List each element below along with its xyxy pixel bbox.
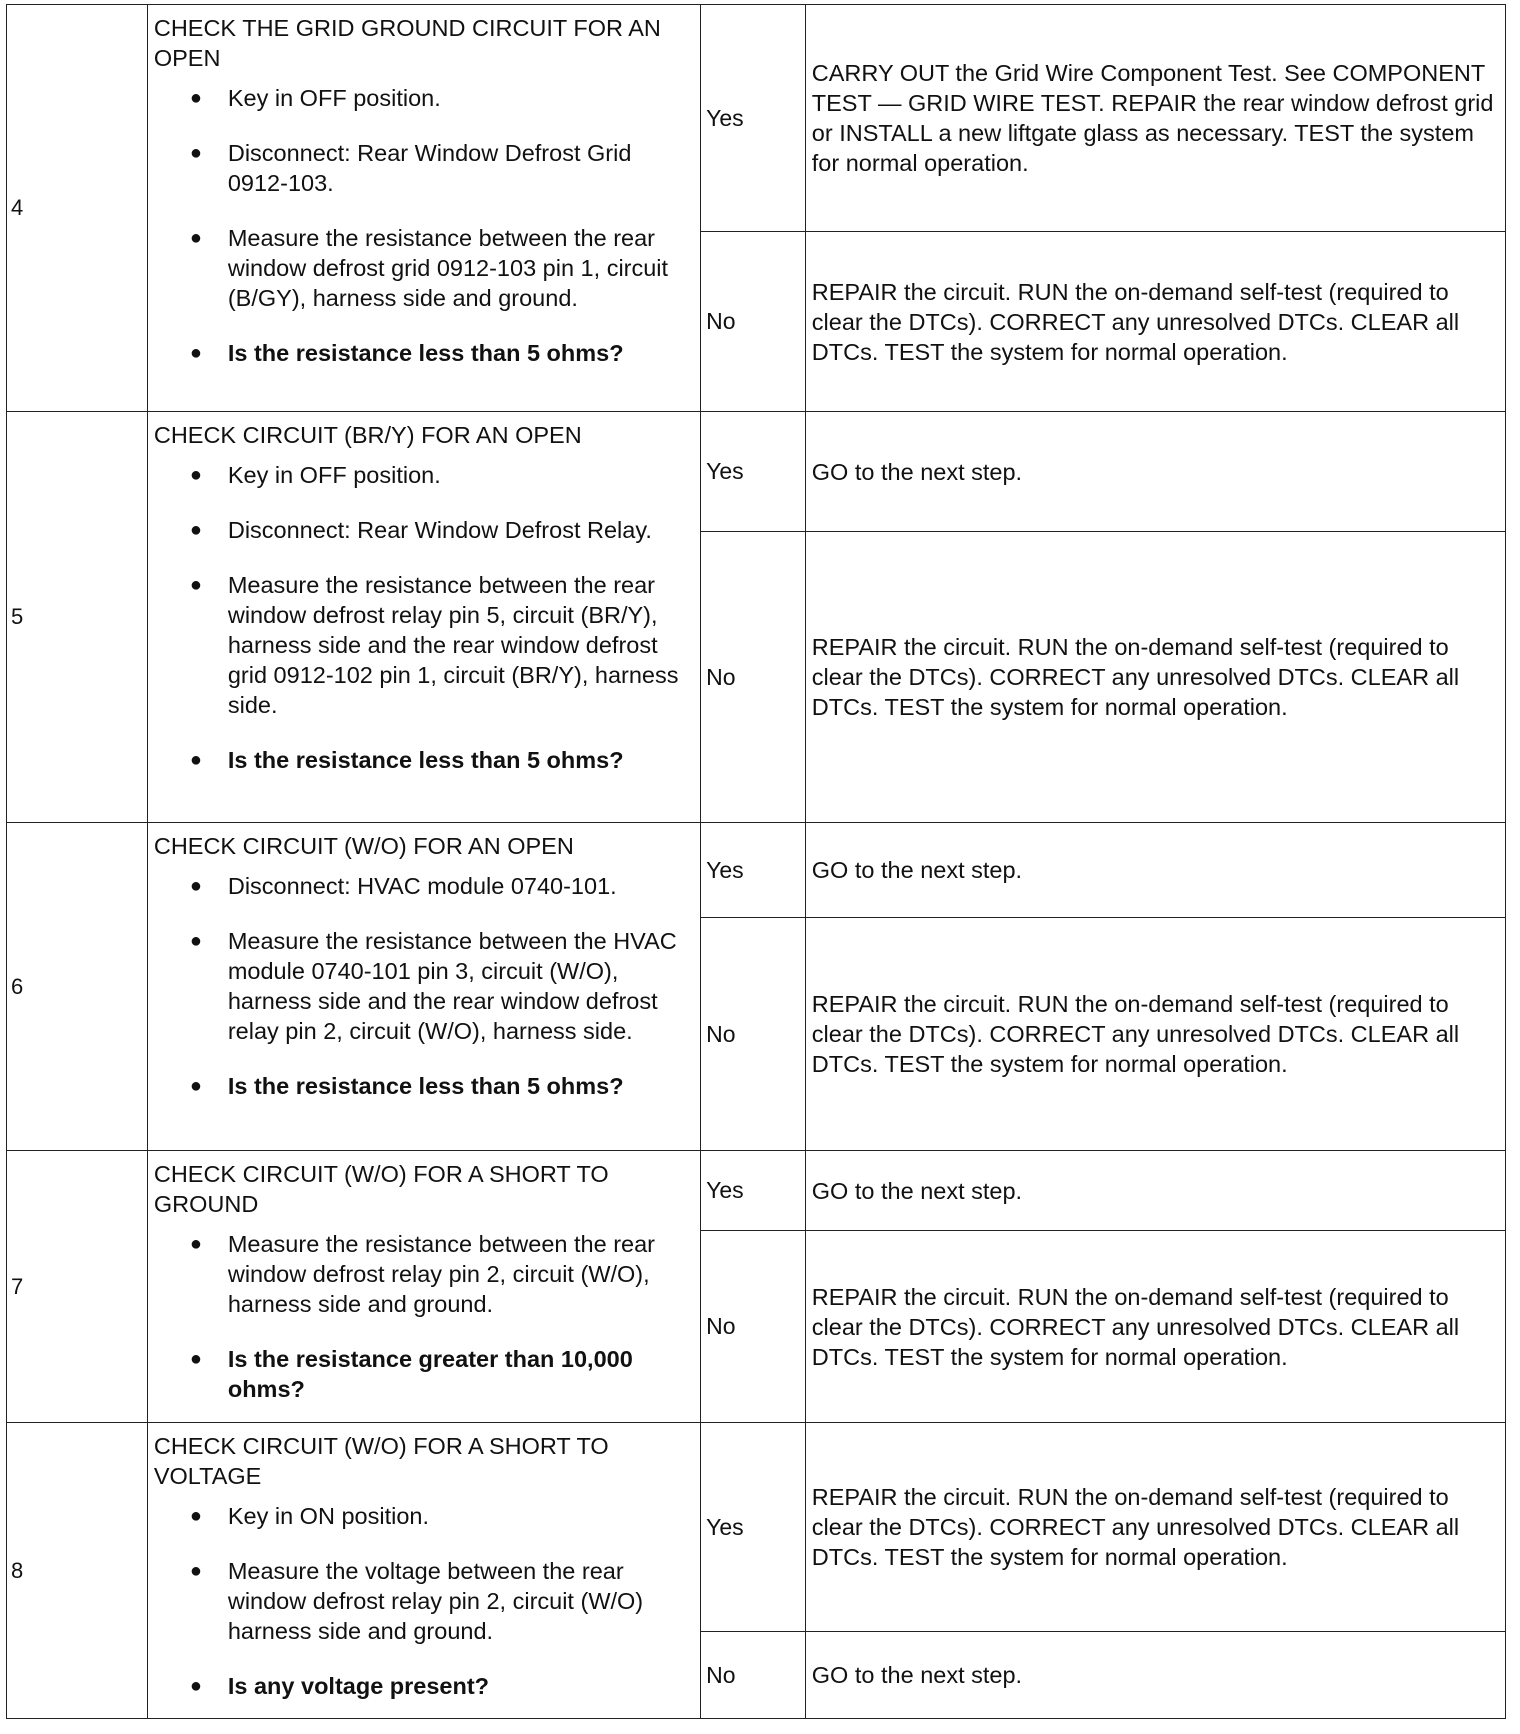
action-yes: REPAIR the circuit. RUN the on-demand self-test (required to clear the DTCs). CORRECT any unresolved DTCs. CLEAR all DTCs. TEST the system for normal operation. [805,1423,1505,1632]
step-number: 8 [7,1423,148,1719]
step-question: ● Is the resistance less than 5 ohms? [154,745,694,775]
step-bullet: ● Measure the resistance between the rear window defrost grid 0912-103 pin 1, circuit (B/GY), harness side and ground. [154,223,694,313]
answer-yes: Yes [701,1423,806,1632]
action-yes: GO to the next step. [805,412,1505,532]
action-yes: CARRY OUT the Grid Wire Component Test. See COMPONENT TEST — GRID WIRE TEST. REPAIR the rear window defrost grid or INSTALL a new liftgate glass as necessary. TEST the system for normal operation. [805,5,1505,232]
action-no: REPAIR the circuit. RUN the on-demand self-test (required to clear the DTCs). CORRECT any unresolved DTCs. CLEAR all DTCs. TEST the system for normal operation. [805,1231,1505,1423]
answer-yes: Yes [701,1151,806,1231]
answer-no: No [701,232,806,412]
answer-yes: Yes [701,412,806,532]
step-instructions [147,823,700,1151]
answer-no: No [701,1632,806,1719]
step-instructions [147,5,700,412]
step-title: CHECK CIRCUIT (W/O) FOR A SHORT TO VOLTAGE [153,1433,609,1489]
action-yes: GO to the next step. [805,823,1505,918]
step-title: CHECK CIRCUIT (W/O) FOR AN OPEN [153,833,574,859]
table-row [7,823,1506,918]
answer-no: No [701,1231,806,1423]
step-question: ● Is the resistance less than 5 ohms? [154,338,694,368]
table-row [7,1423,1506,1632]
step-bullet: ● Measure the resistance between the rear window defrost relay pin 5, circuit (BR/Y), harness side and the rear window defrost grid 0912-102 pin 1, circuit (BR/Y), harness side. [154,570,694,720]
answer-yes: Yes [701,5,806,232]
step-number: 5 [7,412,148,823]
step-bullet-list [154,83,694,368]
step-question: ● Is the resistance less than 5 ohms? [154,1071,694,1101]
step-bullet: ● Key in OFF position. [154,83,694,113]
step-bullet: ● Measure the resistance between the HVAC module 0740-101 pin 3, circuit (W/O), harness side and the rear window defrost relay pin 2, circuit (W/O), harness side. [154,926,694,1046]
table-row [7,5,1506,232]
step-instructions [147,1151,700,1423]
action-no: REPAIR the circuit. RUN the on-demand self-test (required to clear the DTCs). CORRECT any unresolved DTCs. CLEAR all DTCs. TEST the system for normal operation. [805,232,1505,412]
answer-yes: Yes [701,823,806,918]
step-question: ● Is the resistance greater than 10,000 ohms? [154,1344,694,1404]
step-bullet: ● Measure the voltage between the rear window defrost relay pin 2, circuit (W/O) harness side and ground. [154,1556,694,1646]
step-question: ● Is any voltage present? [154,1671,694,1701]
step-bullet: ● Key in OFF position. [154,460,694,490]
action-no: REPAIR the circuit. RUN the on-demand self-test (required to clear the DTCs). CORRECT any unresolved DTCs. CLEAR all DTCs. TEST the system for normal operation. [805,532,1505,823]
step-bullet: ● Disconnect: Rear Window Defrost Grid 0912-103. [154,138,694,198]
step-title: CHECK CIRCUIT (BR/Y) FOR AN OPEN [153,422,582,448]
answer-no: No [701,532,806,823]
step-bullet: ● Measure the resistance between the rear window defrost relay pin 2, circuit (W/O), harness side and ground. [154,1229,694,1319]
step-bullet-list [154,1229,694,1404]
step-bullet: ● Disconnect: HVAC module 0740-101. [154,871,694,901]
action-no: REPAIR the circuit. RUN the on-demand self-test (required to clear the DTCs). CORRECT any unresolved DTCs. CLEAR all DTCs. TEST the system for normal operation. [805,918,1505,1151]
step-instructions [147,412,700,823]
step-bullet: ● Key in ON position. [154,1501,694,1531]
step-title: CHECK THE GRID GROUND CIRCUIT FOR AN OPEN [153,15,661,71]
step-number: 6 [7,823,148,1151]
step-number: 4 [7,5,148,412]
step-bullet-list [154,460,694,775]
action-yes: GO to the next step. [805,1151,1505,1231]
step-instructions [147,1423,700,1719]
step-number: 7 [7,1151,148,1423]
action-no: GO to the next step. [805,1632,1505,1719]
answer-no: No [701,918,806,1151]
step-bullet-list [154,871,694,1101]
table-row [7,1151,1506,1231]
step-bullet-list [154,1501,694,1701]
diagnostic-table [6,4,1506,1719]
table-row [7,412,1506,532]
step-title: CHECK CIRCUIT (W/O) FOR A SHORT TO GROUND [153,1161,609,1217]
step-bullet: ● Disconnect: Rear Window Defrost Relay. [154,515,694,545]
